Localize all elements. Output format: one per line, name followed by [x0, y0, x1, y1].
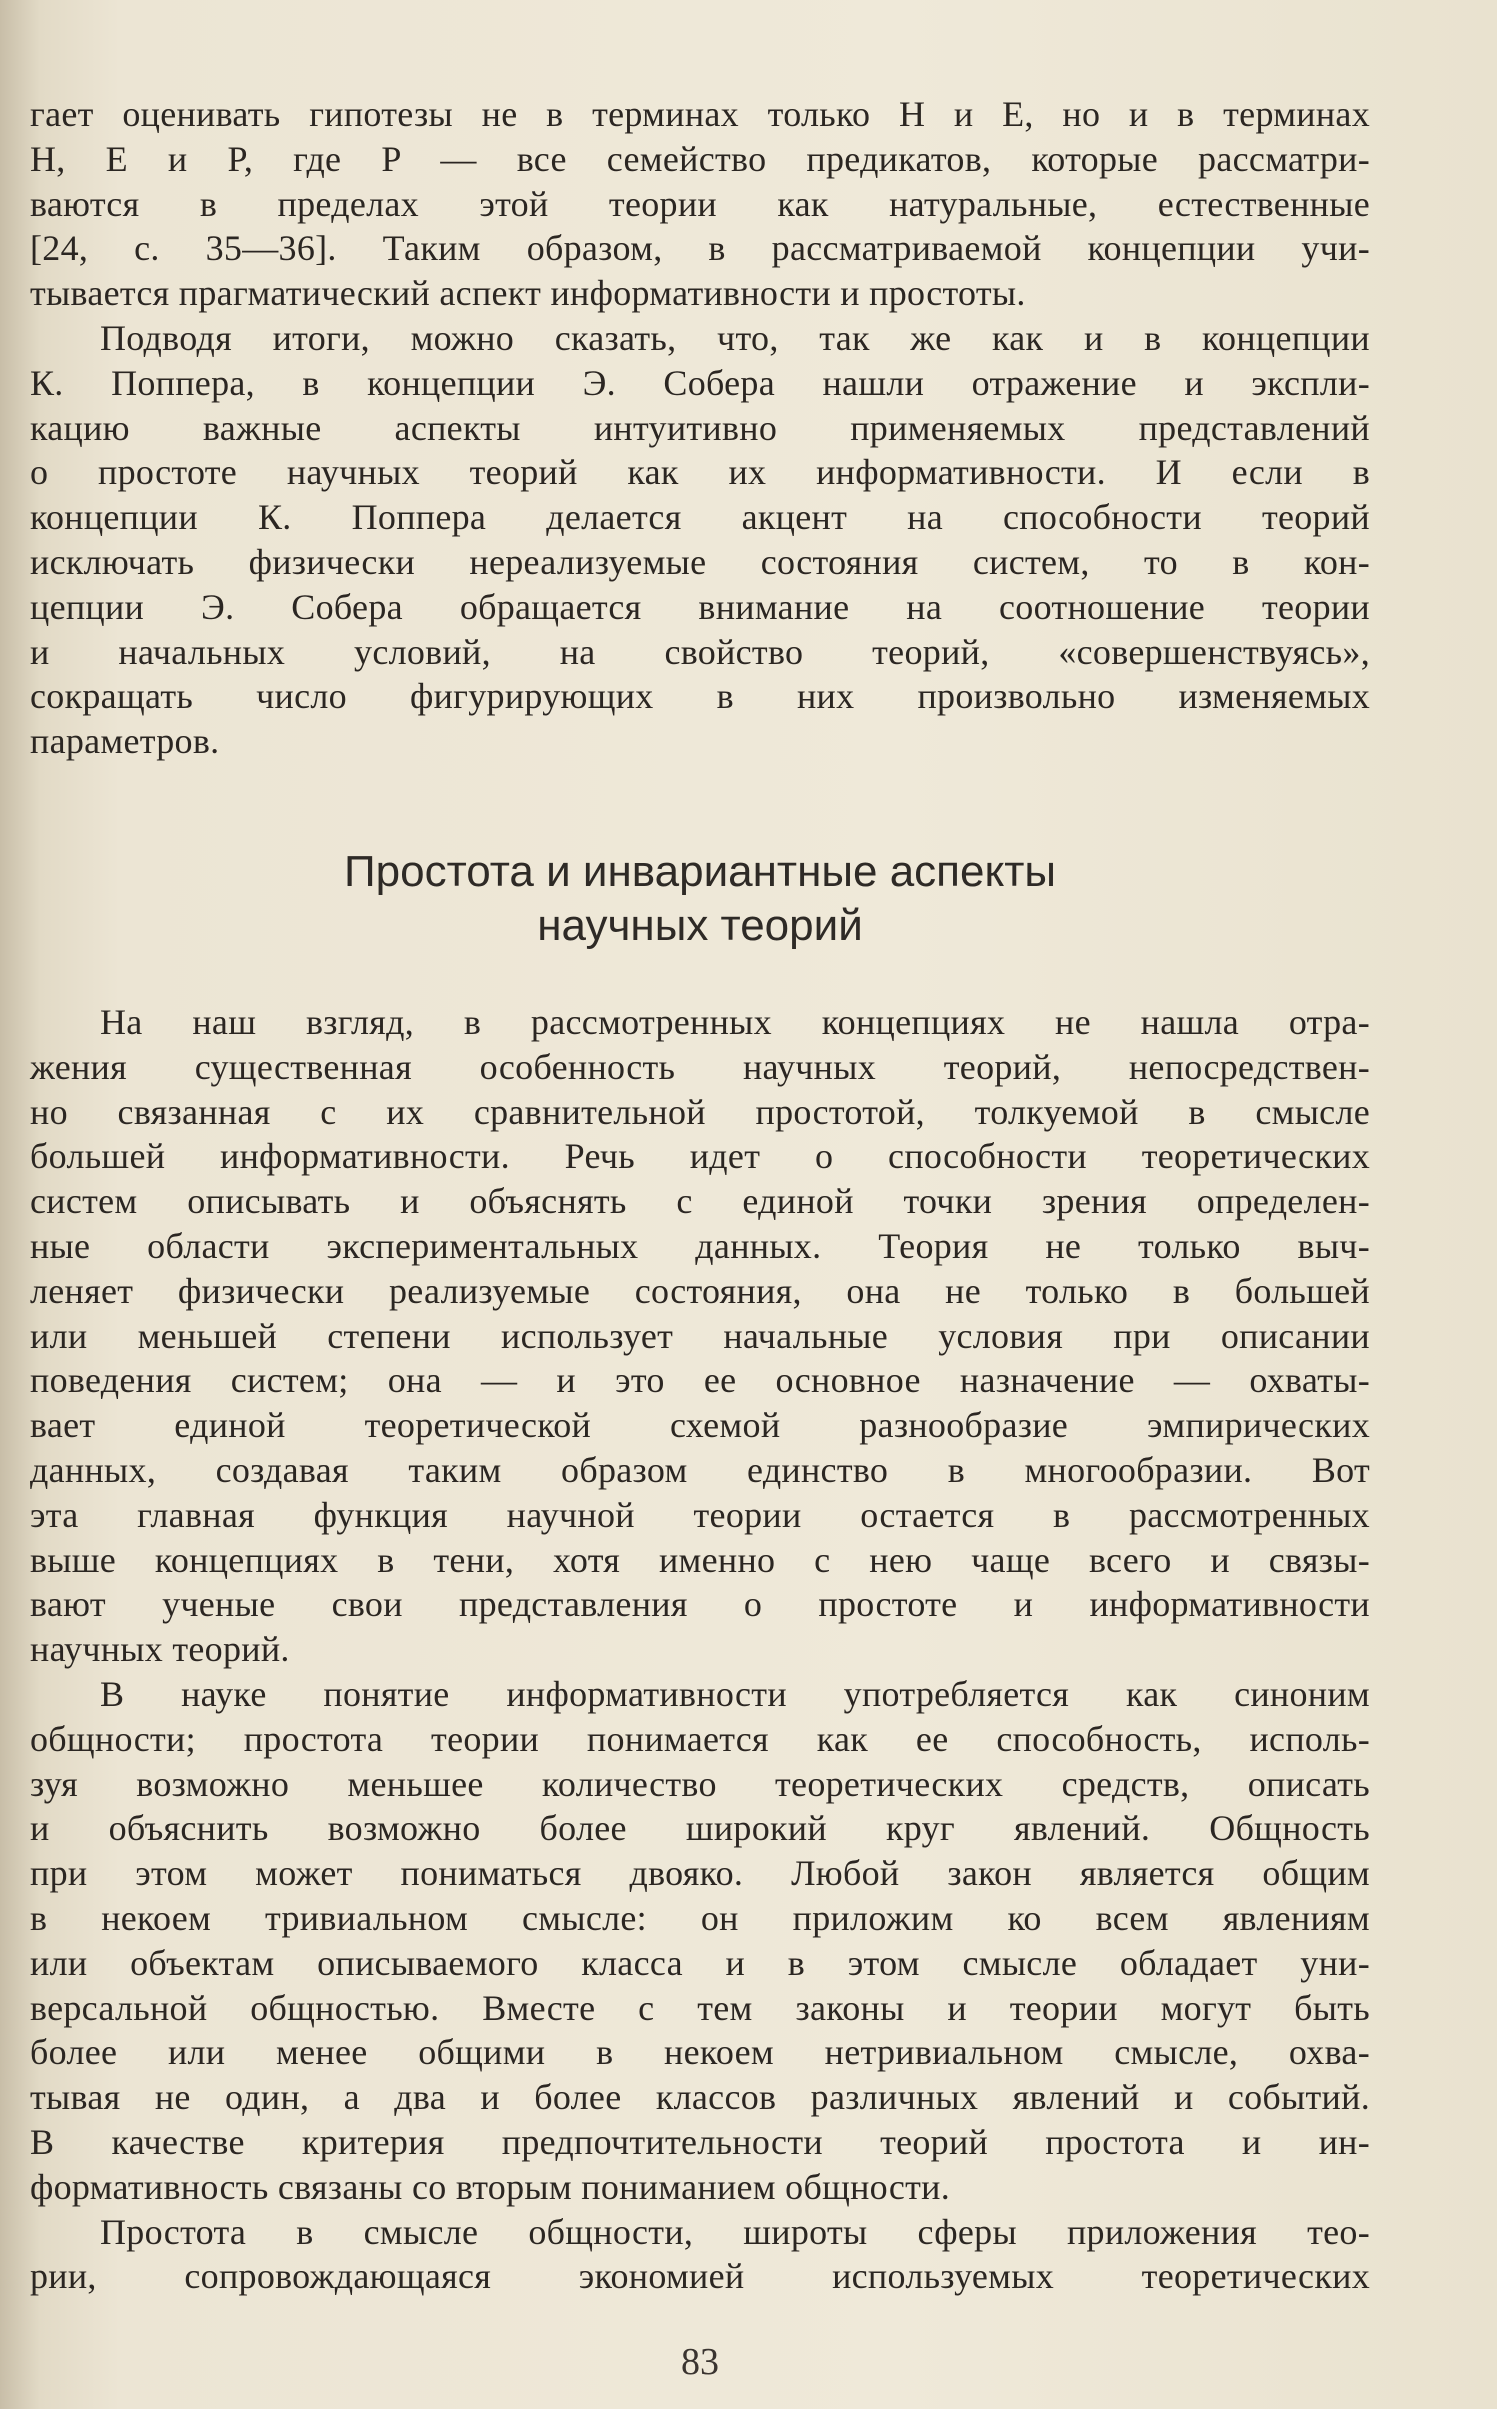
text-line: концепции К. Поппера делается акцент на способности теорий [30, 497, 1370, 538]
text-line: при этом может пониматься двояко. Любой закон является общим [30, 1853, 1370, 1894]
text-line: но связанная с их сравнительной простотой, толкуемой в смысле [30, 1091, 1370, 1132]
page-number: 83 [681, 2341, 719, 2383]
text-line: исключать физически нереализуемые состояния систем, то в кон- [30, 541, 1370, 582]
text-line: тывая не один, а два и более классов различных явлений и событий. [30, 2077, 1370, 2118]
text-line: версальной общностью. Вместе с тем законы и теории могут быть [30, 1987, 1370, 2028]
text-line: эта главная функция научной теории остается в рассмотренных [30, 1494, 1370, 1535]
text-line: или объектам описываемого класса и в этом смысле обладает уни- [30, 1942, 1370, 1983]
text-line: тывается прагматический аспект информативности и простоты. [30, 273, 1026, 314]
text-line: формативность связаны со вторым пониманием общности. [30, 2166, 951, 2207]
text-line: научных теорий. [30, 1629, 290, 1670]
text-line: ные области экспериментальных данных. Теория не только выч- [30, 1225, 1370, 1266]
heading-line: Простота и инвариантные аспекты [344, 847, 1056, 896]
text-line: В качестве критерия предпочтительности теорий простота и ин- [30, 2121, 1370, 2162]
text-line: В науке понятие информативности употребляется как синоним [100, 1673, 1370, 1714]
text-line: или меньшей степени использует начальные условия при описании [30, 1315, 1370, 1356]
text-line: ваются в пределах этой теории как натуральные, естественные [30, 183, 1370, 224]
text-line: леняет физически реализуемые состояния, она не только в большей [30, 1270, 1370, 1311]
text-line: цепции Э. Собера обращается внимание на соотношение теории [30, 586, 1370, 627]
paragraph-block-2 [30, 1000, 1370, 2299]
text-line: сокращать число фигурирующих в них произвольно изменяемых [30, 676, 1370, 717]
text-line: большей информативности. Речь идет о способности теоретических [30, 1136, 1370, 1177]
text-line: Подводя итоги, можно сказать, что, так же как и в концепции [100, 317, 1370, 358]
text-line: На наш взгляд, в рассмотренных концепциях не нашла отра- [100, 1002, 1370, 1042]
text-line: H, E и P, где P — все семейство предикатов, которые рассматри- [30, 138, 1370, 179]
text-line: поведения систем; она — и это ее основное назначение — охваты- [30, 1360, 1370, 1401]
text-line: кацию важные аспекты интуитивно применяемых представлений [30, 407, 1370, 448]
text-line: данных, создавая таким образом единство в многообразии. Вот [30, 1449, 1370, 1490]
text-line: более или менее общими в некоем нетривиальном смысле, охва- [30, 2032, 1370, 2073]
text-line: общности; простота теории понимается как ее способность, исполь- [30, 1718, 1370, 1759]
text-line: вают ученые свои представления о простоте и информативности [30, 1584, 1370, 1625]
text-line: зуя возможно меньшее количество теоретических средств, описать [30, 1763, 1370, 1804]
text-line: о простоте научных теорий как их информативности. И если в [30, 452, 1370, 493]
paragraph-block-1 [30, 92, 1370, 764]
text-line: гает оценивать гипотезы не в терминах только H и E, но и в терминах [30, 94, 1370, 134]
text-line: рии, сопровождающаяся экономией используемых теоретических [30, 2256, 1370, 2297]
text-line: в некоем тривиальном смысле: он приложим ко всем явлениям [30, 1897, 1370, 1938]
text-line: систем описывать и объяснять с единой точки зрения определен- [30, 1181, 1370, 1222]
text-line: К. Поппера, в концепции Э. Собера нашли отражение и экспли- [30, 362, 1370, 403]
text-line: параметров. [30, 721, 220, 762]
section-heading [0, 845, 1400, 953]
text-line: и объяснить возможно более широкий круг явлений. Общность [30, 1808, 1370, 1849]
text-line: жения существенная особенность научных теорий, непосредствен- [30, 1046, 1370, 1087]
text-line: [24, с. 35—36]. Таким образом, в рассматриваемой концепции учи- [30, 228, 1370, 269]
heading-line: научных теорий [537, 901, 863, 950]
text-line: выше концепциях в тени, хотя именно с нею чаще всего и связы- [30, 1539, 1370, 1580]
text-line: Простота в смысле общности, широты сферы приложения тео- [100, 2211, 1370, 2252]
text-line: и начальных условий, на свойство теорий, «совершенствуясь», [30, 631, 1370, 672]
text-line: вает единой теоретической схемой разнообразие эмпирических [30, 1405, 1370, 1446]
